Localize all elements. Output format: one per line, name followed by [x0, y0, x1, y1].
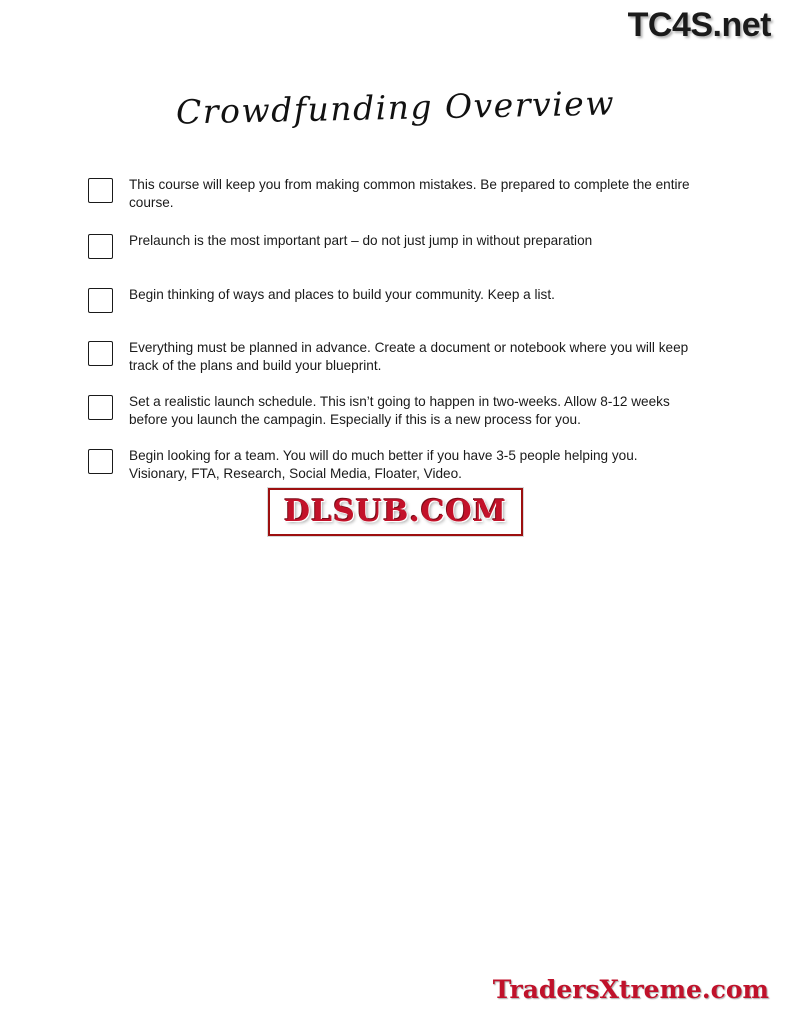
site-brand-top: TC4S.net — [627, 6, 771, 44]
list-item-label: Prelaunch is the most important part – do not just jump in without preparation — [129, 233, 593, 248]
list-item-label: Set a realistic launch schedule. This isn’t going to happen in two-weeks. Allow 8-12 weeks before you launch the campagin. Especially if this is a new process for you. — [129, 394, 670, 427]
list-item[interactable] — [88, 339, 708, 374]
list-item-label: Begin thinking of ways and places to build your community. Keep a list. — [129, 287, 555, 302]
checkbox-icon[interactable] — [88, 234, 113, 259]
checkbox-icon[interactable] — [88, 178, 113, 203]
list-item-label: Everything must be planned in advance. Create a document or notebook where you will keep track of the plans and build your blueprint. — [129, 340, 689, 373]
watermark-label: DLSUB.COM — [268, 488, 523, 536]
list-item[interactable] — [88, 232, 708, 259]
checkbox-icon[interactable] — [88, 341, 113, 366]
site-brand-bottom: TradersXtreme.com — [492, 975, 769, 1004]
list-item[interactable] — [88, 286, 708, 313]
list-item-label: This course will keep you from making common mistakes. Be prepared to complete the entire course. — [129, 177, 690, 210]
checkbox-icon[interactable] — [88, 288, 113, 313]
list-item-label: Begin looking for a team. You will do much better if you have 3-5 people helping you. Visionary, FTA, Research, Social Media, Floater, Video. — [129, 448, 638, 481]
list-item[interactable] — [88, 447, 708, 482]
page-title: Crowdfunding Overview — [175, 83, 616, 132]
list-item[interactable] — [88, 176, 708, 211]
checklist — [88, 176, 708, 501]
checkbox-icon[interactable] — [88, 449, 113, 474]
watermark — [0, 488, 791, 536]
checkbox-icon[interactable] — [88, 395, 113, 420]
list-item[interactable] — [88, 393, 708, 428]
